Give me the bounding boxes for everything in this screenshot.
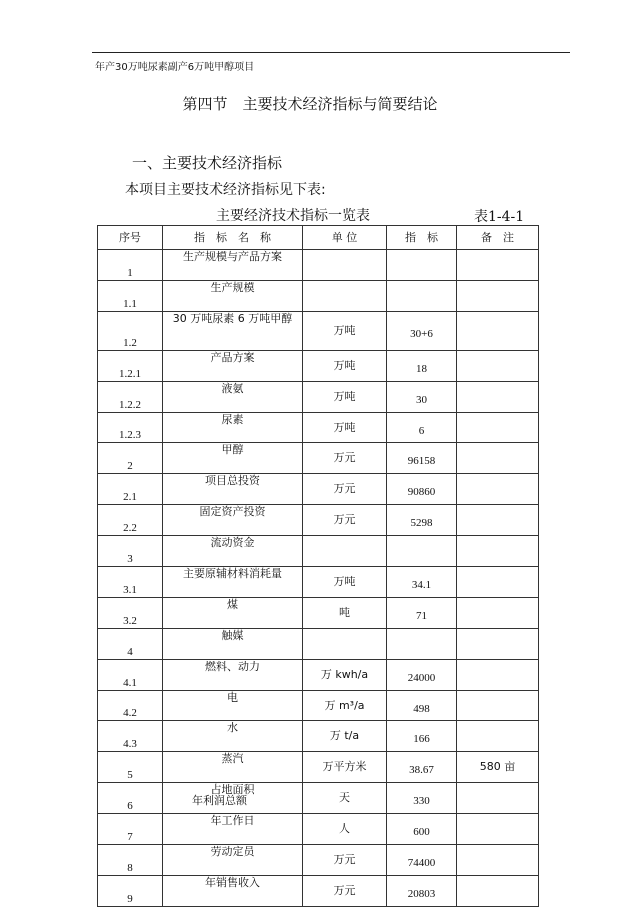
row-unit: 万元 xyxy=(303,875,387,906)
row-note xyxy=(457,280,539,311)
row-note xyxy=(457,311,539,350)
row-number: 4 xyxy=(98,628,163,659)
row-number: 1.2 xyxy=(98,311,163,350)
row-unit: 天 xyxy=(303,783,387,814)
row-note xyxy=(457,412,539,443)
row-note xyxy=(457,536,539,567)
row-value: 34.1 xyxy=(387,567,457,598)
row-value xyxy=(387,280,457,311)
row-number: 4.3 xyxy=(98,721,163,752)
row-value: 18 xyxy=(387,350,457,381)
row-note xyxy=(457,628,539,659)
row-number: 3.1 xyxy=(98,567,163,598)
row-note: 580 亩 xyxy=(457,752,539,783)
row-value: 90860 xyxy=(387,474,457,505)
row-value: 5298 xyxy=(387,505,457,536)
row-value: 74400 xyxy=(387,845,457,876)
row-note xyxy=(457,721,539,752)
row-value: 498 xyxy=(387,690,457,721)
row-number: 2.2 xyxy=(98,505,163,536)
document-header: 年产30万吨尿素副产6万吨甲醇项目 xyxy=(95,62,255,73)
row-unit: 万 t/a xyxy=(303,721,387,752)
table-row xyxy=(98,505,539,536)
row-value: 600 xyxy=(387,814,457,845)
row-unit xyxy=(303,280,387,311)
table-row xyxy=(98,875,539,906)
row-number: 3.2 xyxy=(98,597,163,628)
row-unit: 万平方米 xyxy=(303,752,387,783)
row-value: 20803 xyxy=(387,875,457,906)
table-row xyxy=(98,412,539,443)
table-row xyxy=(98,721,539,752)
row-indicator-name: 项目总投资 xyxy=(163,474,303,505)
row-note xyxy=(457,443,539,474)
row-value: 96158 xyxy=(387,443,457,474)
table-row xyxy=(98,350,539,381)
row-indicator-name: 触媒 xyxy=(163,628,303,659)
table-row xyxy=(98,311,539,350)
table-number: 表1-4-1 xyxy=(474,209,525,225)
row-unit: 吨 xyxy=(303,597,387,628)
row-unit: 万元 xyxy=(303,443,387,474)
row-number: 7 xyxy=(98,814,163,845)
table-row xyxy=(98,443,539,474)
row-number: 1.1 xyxy=(98,280,163,311)
row-number: 3 xyxy=(98,536,163,567)
intro-paragraph: 本项目主要技术经济指标见下表: xyxy=(125,182,326,198)
row-number: 9 xyxy=(98,875,163,906)
row-note xyxy=(457,381,539,412)
row-value: 30+6 xyxy=(387,311,457,350)
row-note xyxy=(457,659,539,690)
table-row xyxy=(98,381,539,412)
row-indicator-name: 主要原辅材料消耗量 xyxy=(163,567,303,598)
row-value: 71 xyxy=(387,597,457,628)
row-unit: 万吨 xyxy=(303,567,387,598)
row-indicator-name: 蒸汽 xyxy=(163,752,303,783)
row-indicator-name: 产品方案 xyxy=(163,350,303,381)
row-indicator-name: 水 xyxy=(163,721,303,752)
row-unit: 万吨 xyxy=(303,311,387,350)
row-indicator-name: 30 万吨尿素 6 万吨甲醇 xyxy=(163,311,303,350)
row-note xyxy=(457,814,539,845)
row-note xyxy=(457,783,539,814)
subsection-heading: 一、主要技术经济指标 xyxy=(132,154,283,172)
section-title: 第四节 主要技术经济指标与简要结论 xyxy=(182,95,438,113)
table-row xyxy=(98,845,539,876)
row-indicator-name: 甲醇 xyxy=(163,443,303,474)
col-header-name: 指 标 名 称 xyxy=(163,226,303,250)
row-number: 1.2.2 xyxy=(98,381,163,412)
table-row xyxy=(98,474,539,505)
col-header-note: 备 注 xyxy=(457,226,539,250)
row-indicator-name: 劳动定员 xyxy=(163,845,303,876)
row-indicator-name: 煤 xyxy=(163,597,303,628)
row-number: 2.1 xyxy=(98,474,163,505)
table-row xyxy=(98,250,539,281)
row-unit xyxy=(303,536,387,567)
table-header-row xyxy=(98,226,539,250)
table-row xyxy=(98,752,539,783)
row-value: 6 xyxy=(387,412,457,443)
col-header-unit: 单 位 xyxy=(303,226,387,250)
row-value xyxy=(387,250,457,281)
row-indicator-name: 燃料、动力 xyxy=(163,659,303,690)
row-value xyxy=(387,628,457,659)
row-unit xyxy=(303,250,387,281)
row-unit: 万吨 xyxy=(303,350,387,381)
row-note xyxy=(457,567,539,598)
row-value: 24000 xyxy=(387,659,457,690)
table-row xyxy=(98,597,539,628)
table-overflow-item: 年利润总额 xyxy=(192,794,247,807)
row-note xyxy=(457,505,539,536)
row-indicator-name: 年销售收入 xyxy=(163,875,303,906)
row-unit: 万 m³/a xyxy=(303,690,387,721)
row-note xyxy=(457,690,539,721)
row-note xyxy=(457,474,539,505)
row-indicator-name: 尿素 xyxy=(163,412,303,443)
row-unit: 人 xyxy=(303,814,387,845)
row-number: 1.2.3 xyxy=(98,412,163,443)
row-value: 30 xyxy=(387,381,457,412)
row-unit xyxy=(303,628,387,659)
row-note xyxy=(457,350,539,381)
table-caption: 主要经济技术指标一览表 xyxy=(216,208,370,224)
row-number: 5 xyxy=(98,752,163,783)
row-indicator-name: 生产规模 xyxy=(163,280,303,311)
indicator-table xyxy=(97,225,539,907)
table-row xyxy=(98,567,539,598)
table-row xyxy=(98,536,539,567)
row-note xyxy=(457,597,539,628)
row-number: 6 xyxy=(98,783,163,814)
col-header-no: 序号 xyxy=(98,226,163,250)
row-indicator-name: 占地面积 xyxy=(163,783,303,814)
row-unit: 万元 xyxy=(303,845,387,876)
row-unit: 万元 xyxy=(303,474,387,505)
row-unit: 万吨 xyxy=(303,381,387,412)
row-indicator-name: 液氨 xyxy=(163,381,303,412)
row-number: 1.2.1 xyxy=(98,350,163,381)
row-value: 38.67 xyxy=(387,752,457,783)
row-unit: 万元 xyxy=(303,505,387,536)
table-row xyxy=(98,783,539,814)
row-indicator-name: 流动资金 xyxy=(163,536,303,567)
header-rule xyxy=(92,52,570,53)
row-note xyxy=(457,845,539,876)
row-note xyxy=(457,250,539,281)
table-row xyxy=(98,659,539,690)
row-value xyxy=(387,536,457,567)
row-unit: 万吨 xyxy=(303,412,387,443)
row-indicator-name: 生产规模与产品方案 xyxy=(163,250,303,281)
row-number: 4.1 xyxy=(98,659,163,690)
table-row xyxy=(98,628,539,659)
row-unit: 万 kwh/a xyxy=(303,659,387,690)
row-number: 8 xyxy=(98,845,163,876)
row-number: 2 xyxy=(98,443,163,474)
table-row xyxy=(98,814,539,845)
row-value: 166 xyxy=(387,721,457,752)
table-row xyxy=(98,280,539,311)
row-indicator-name: 固定资产投资 xyxy=(163,505,303,536)
table-row xyxy=(98,690,539,721)
row-indicator-name: 电 xyxy=(163,690,303,721)
col-header-value: 指 标 xyxy=(387,226,457,250)
row-number: 1 xyxy=(98,250,163,281)
row-note xyxy=(457,875,539,906)
row-number: 4.2 xyxy=(98,690,163,721)
row-indicator-name: 年工作日 xyxy=(163,814,303,845)
row-value: 330 xyxy=(387,783,457,814)
